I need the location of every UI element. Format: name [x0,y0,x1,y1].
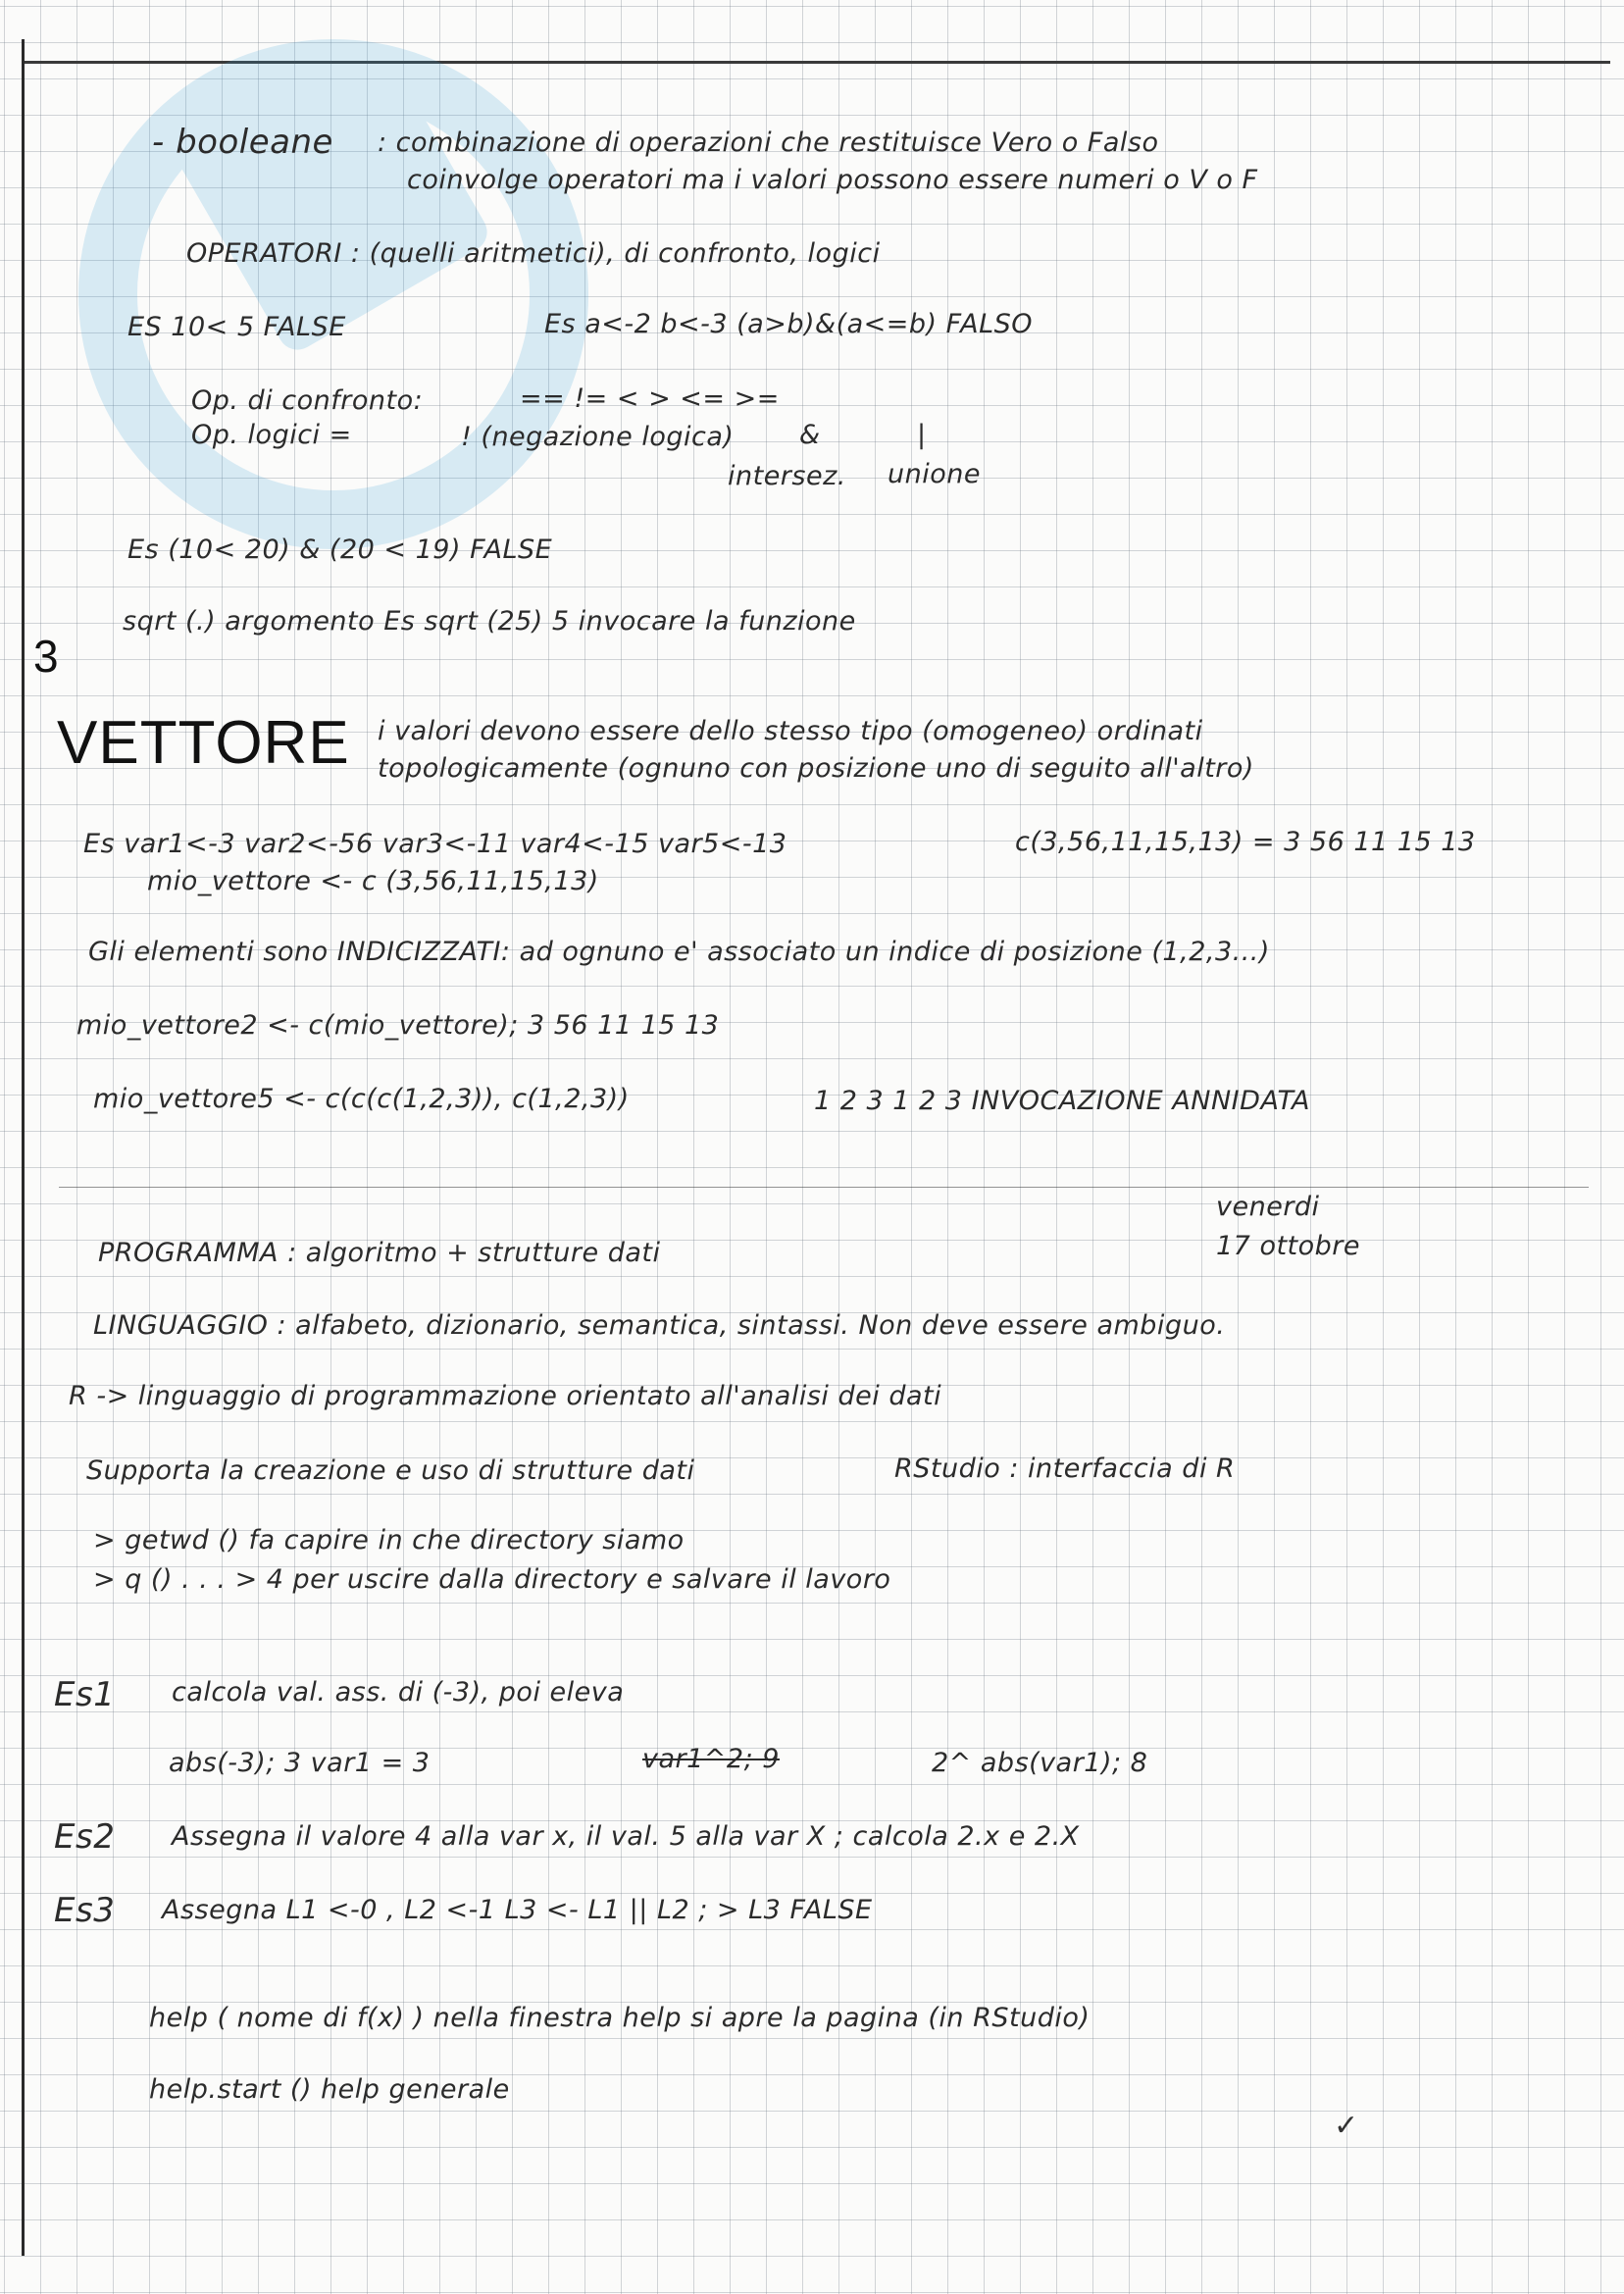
example-1-left: ES 10< 5 FALSE [127,312,346,342]
operatori-line: OPERATORI : (quelli aritmetici), di confronto, logici [186,238,881,269]
abs-right: 2^ abs(var1); 8 [932,1748,1148,1778]
op-confronto-values: == != < > <= >= [520,383,780,414]
unione-label: unione [888,459,981,489]
booleane-definition-1: : combinazione di operazioni che restituisce Vero o Falso [378,127,1159,158]
op-logici-label: Op. logici = [191,420,352,450]
vettore-title: VETTORE [57,709,350,777]
watermark-logo [39,20,628,569]
op-or-symbol: | [917,420,927,450]
es1-text: calcola val. ass. di (-3), poi eleva [172,1677,625,1708]
abs-line: abs(-3); 3 var1 = 3 [169,1748,431,1778]
example-vars-result: c(3,56,11,15,13) = 3 56 11 15 13 [1015,827,1476,857]
sqrt-line: sqrt (.) argomento Es sqrt (25) 5 invocare la funzione [123,606,856,637]
q-line: > q () . . . > 4 per uscire dalla directory e salvare il lavoro [93,1564,891,1595]
op-confronto-label: Op. di confronto: [191,385,424,416]
getwd-line: > getwd () fa capire in che directory siamo [93,1525,685,1555]
r-line: R -> linguaggio di programmazione orientato all'analisi dei dati [69,1381,942,1411]
programma-line: PROGRAMMA : algoritmo + strutture dati [98,1238,661,1268]
op-and-symbol: & [799,420,821,450]
mio-vettore5-line: mio_vettore5 <- c(c(c(1,2,3)), c(1,2,3)) [93,1084,630,1114]
es1-label: Es1 [54,1675,116,1714]
help-line-2: help.start () help generale [149,2074,510,2105]
mio-vettore2-line: mio_vettore2 <- c(mio_vettore); 3 56 11 15 13 [76,1010,720,1041]
mio-vettore-line: mio_vettore <- c (3,56,11,15,13) [147,866,599,896]
section-number: 3 [33,631,59,682]
page-top-edge [22,61,1610,64]
rstudio-line: RStudio : interfaccia di R [894,1453,1236,1484]
page-left-edge [22,39,25,2256]
es2-label: Es2 [54,1817,116,1857]
es2-text: Assegna il valore 4 alla var x, il val. 5 alla var X ; calcola 2.x e 2.X [172,1821,1080,1852]
op-logici-negation: ! (negazione logica) [461,422,735,452]
supporta-line: Supporta la creazione e uso di strutture dati [86,1455,695,1486]
vettore-definition-2: topologicamente (ognuno con posizione uno di seguito all'altro) [378,753,1254,784]
date-day: venerdi [1216,1192,1320,1222]
booleane-definition-2: coinvolge operatori ma i valori possono essere numeri o V o F [407,165,1258,195]
date-month: 17 ottobre [1216,1231,1361,1261]
check-mark-icon: ✓ [1334,2109,1359,2143]
help-line-1: help ( nome di f(x) ) nella finestra help si apre la pagina (in RStudio) [149,2003,1091,2033]
example-2: Es (10< 20) & (20 < 19) FALSE [127,535,553,565]
es3-text: Assegna L1 <-0 , L2 <-1 L3 <- L1 || L2 ; > L3 FALSE [162,1895,873,1925]
linguaggio-line: LINGUAGGIO : alfabeto, dizionario, semantica, sintassi. Non deve essere ambiguo. [93,1310,1226,1341]
abs-strikethrough: var1^2; 9 [642,1744,780,1774]
booleane-heading: - booleane [152,123,333,162]
example-vars: Es var1<-3 var2<-56 var3<-11 var4<-15 var5<-13 [83,829,787,859]
intersez-label: intersez. [728,461,846,491]
elementi-indicizzati: Gli elementi sono INDICIZZATI: ad ognuno e' associato un indice di posizione (1,2,3...) [88,937,1270,967]
mio-vettore5-result: 1 2 3 1 2 3 INVOCAZIONE ANNIDATA [814,1086,1310,1116]
separator-line [59,1187,1589,1188]
example-1-right: Es a<-2 b<-3 (a>b)&(a<=b) FALSO [544,309,1034,339]
vettore-definition-1: i valori devono essere dello stesso tipo (omogeneo) ordinati [378,716,1203,746]
es3-label: Es3 [54,1891,116,1930]
